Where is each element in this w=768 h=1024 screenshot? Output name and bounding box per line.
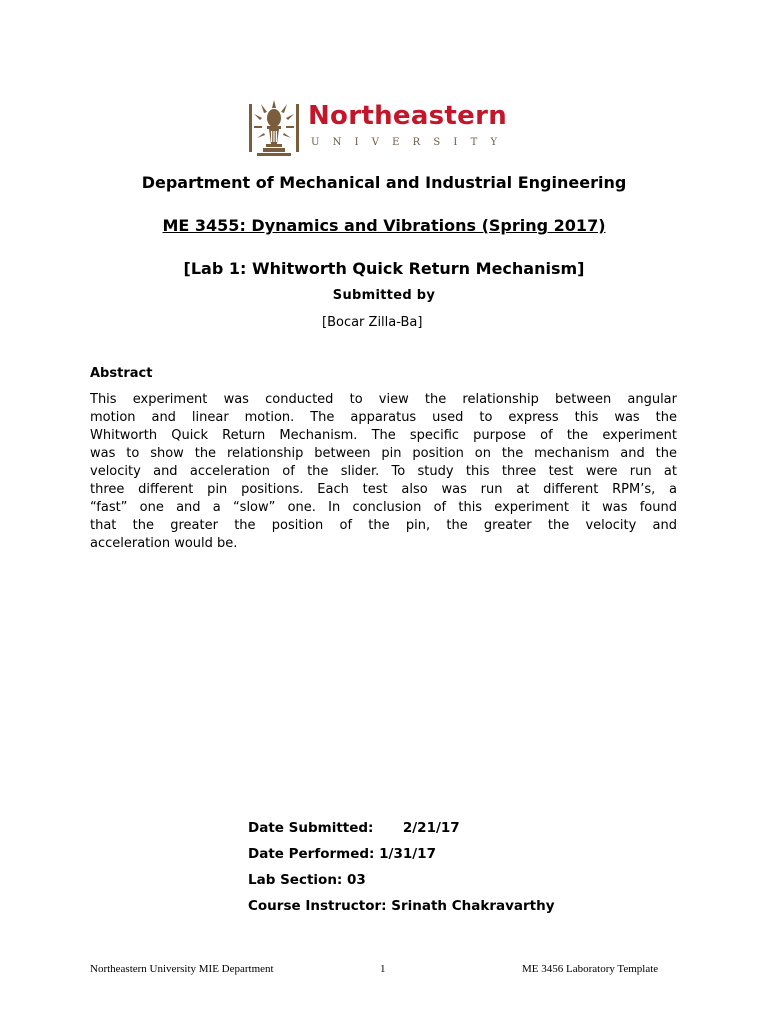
abstract-line: “fast” one and a “slow” one. In conclusion of this experiment it was found (90, 500, 677, 515)
footer-page-number: 1 (380, 963, 386, 975)
date-performed-value: 1/31/17 (379, 846, 436, 862)
abstract-line: three different pin positions. Each test also was run at different RPM’s, a (90, 482, 677, 497)
university-logo (238, 89, 530, 165)
instructor-value: Srinath Chakravarthy (391, 898, 555, 914)
abstract-line: motion and linear motion. The apparatus used to express this was the (90, 410, 677, 425)
abstract-line: was to show the relationship between pin position on the mechanism and the (90, 446, 677, 461)
date-performed-row (248, 846, 436, 862)
footer-right: ME 3456 Laboratory Template (522, 963, 659, 975)
logo-subtext: UNIVERSITY (311, 137, 511, 148)
instructor-label: Course Instructor: (248, 898, 387, 914)
abstract-line: velocity and acceleration of the slider. To study this three test were run at (90, 464, 677, 479)
date-submitted-value: 2/21/17 (402, 820, 460, 836)
author-name: [Bocar Zilla-Ba] (322, 315, 423, 330)
footer-left: Northeastern University MIE Department (90, 963, 274, 975)
date-submitted-label: Date Submitted: (248, 820, 374, 836)
date-performed-label: Date Performed: (248, 846, 375, 862)
abstract-line: This experiment was conducted to view the relationship between angular (90, 392, 677, 407)
lab-section-row (248, 872, 366, 888)
date-submitted-row (248, 820, 460, 836)
lab-section-value: 03 (347, 872, 366, 888)
abstract-heading: Abstract (90, 366, 153, 381)
torch-seal-icon (249, 98, 299, 158)
lab-title: [Lab 1: Whitworth Quick Return Mechanism] (183, 259, 585, 278)
logo-wordmark: Northeastern (308, 101, 508, 131)
instructor-row (248, 898, 555, 914)
abstract-body (90, 391, 677, 553)
abstract-line: that the greater the position of the pin, the greater the velocity and (90, 518, 677, 533)
abstract-line: acceleration would be. (90, 536, 238, 551)
submitted-by-label: Submitted by (332, 288, 436, 303)
lab-section-label: Lab Section: (248, 872, 343, 888)
abstract-line: Whitworth Quick Return Mechanism. The specific purpose of the experiment (90, 428, 677, 443)
department-title: Department of Mechanical and Industrial Engineering (141, 173, 627, 192)
course-title: ME 3455: Dynamics and Vibrations (Spring 2017) (162, 216, 606, 235)
